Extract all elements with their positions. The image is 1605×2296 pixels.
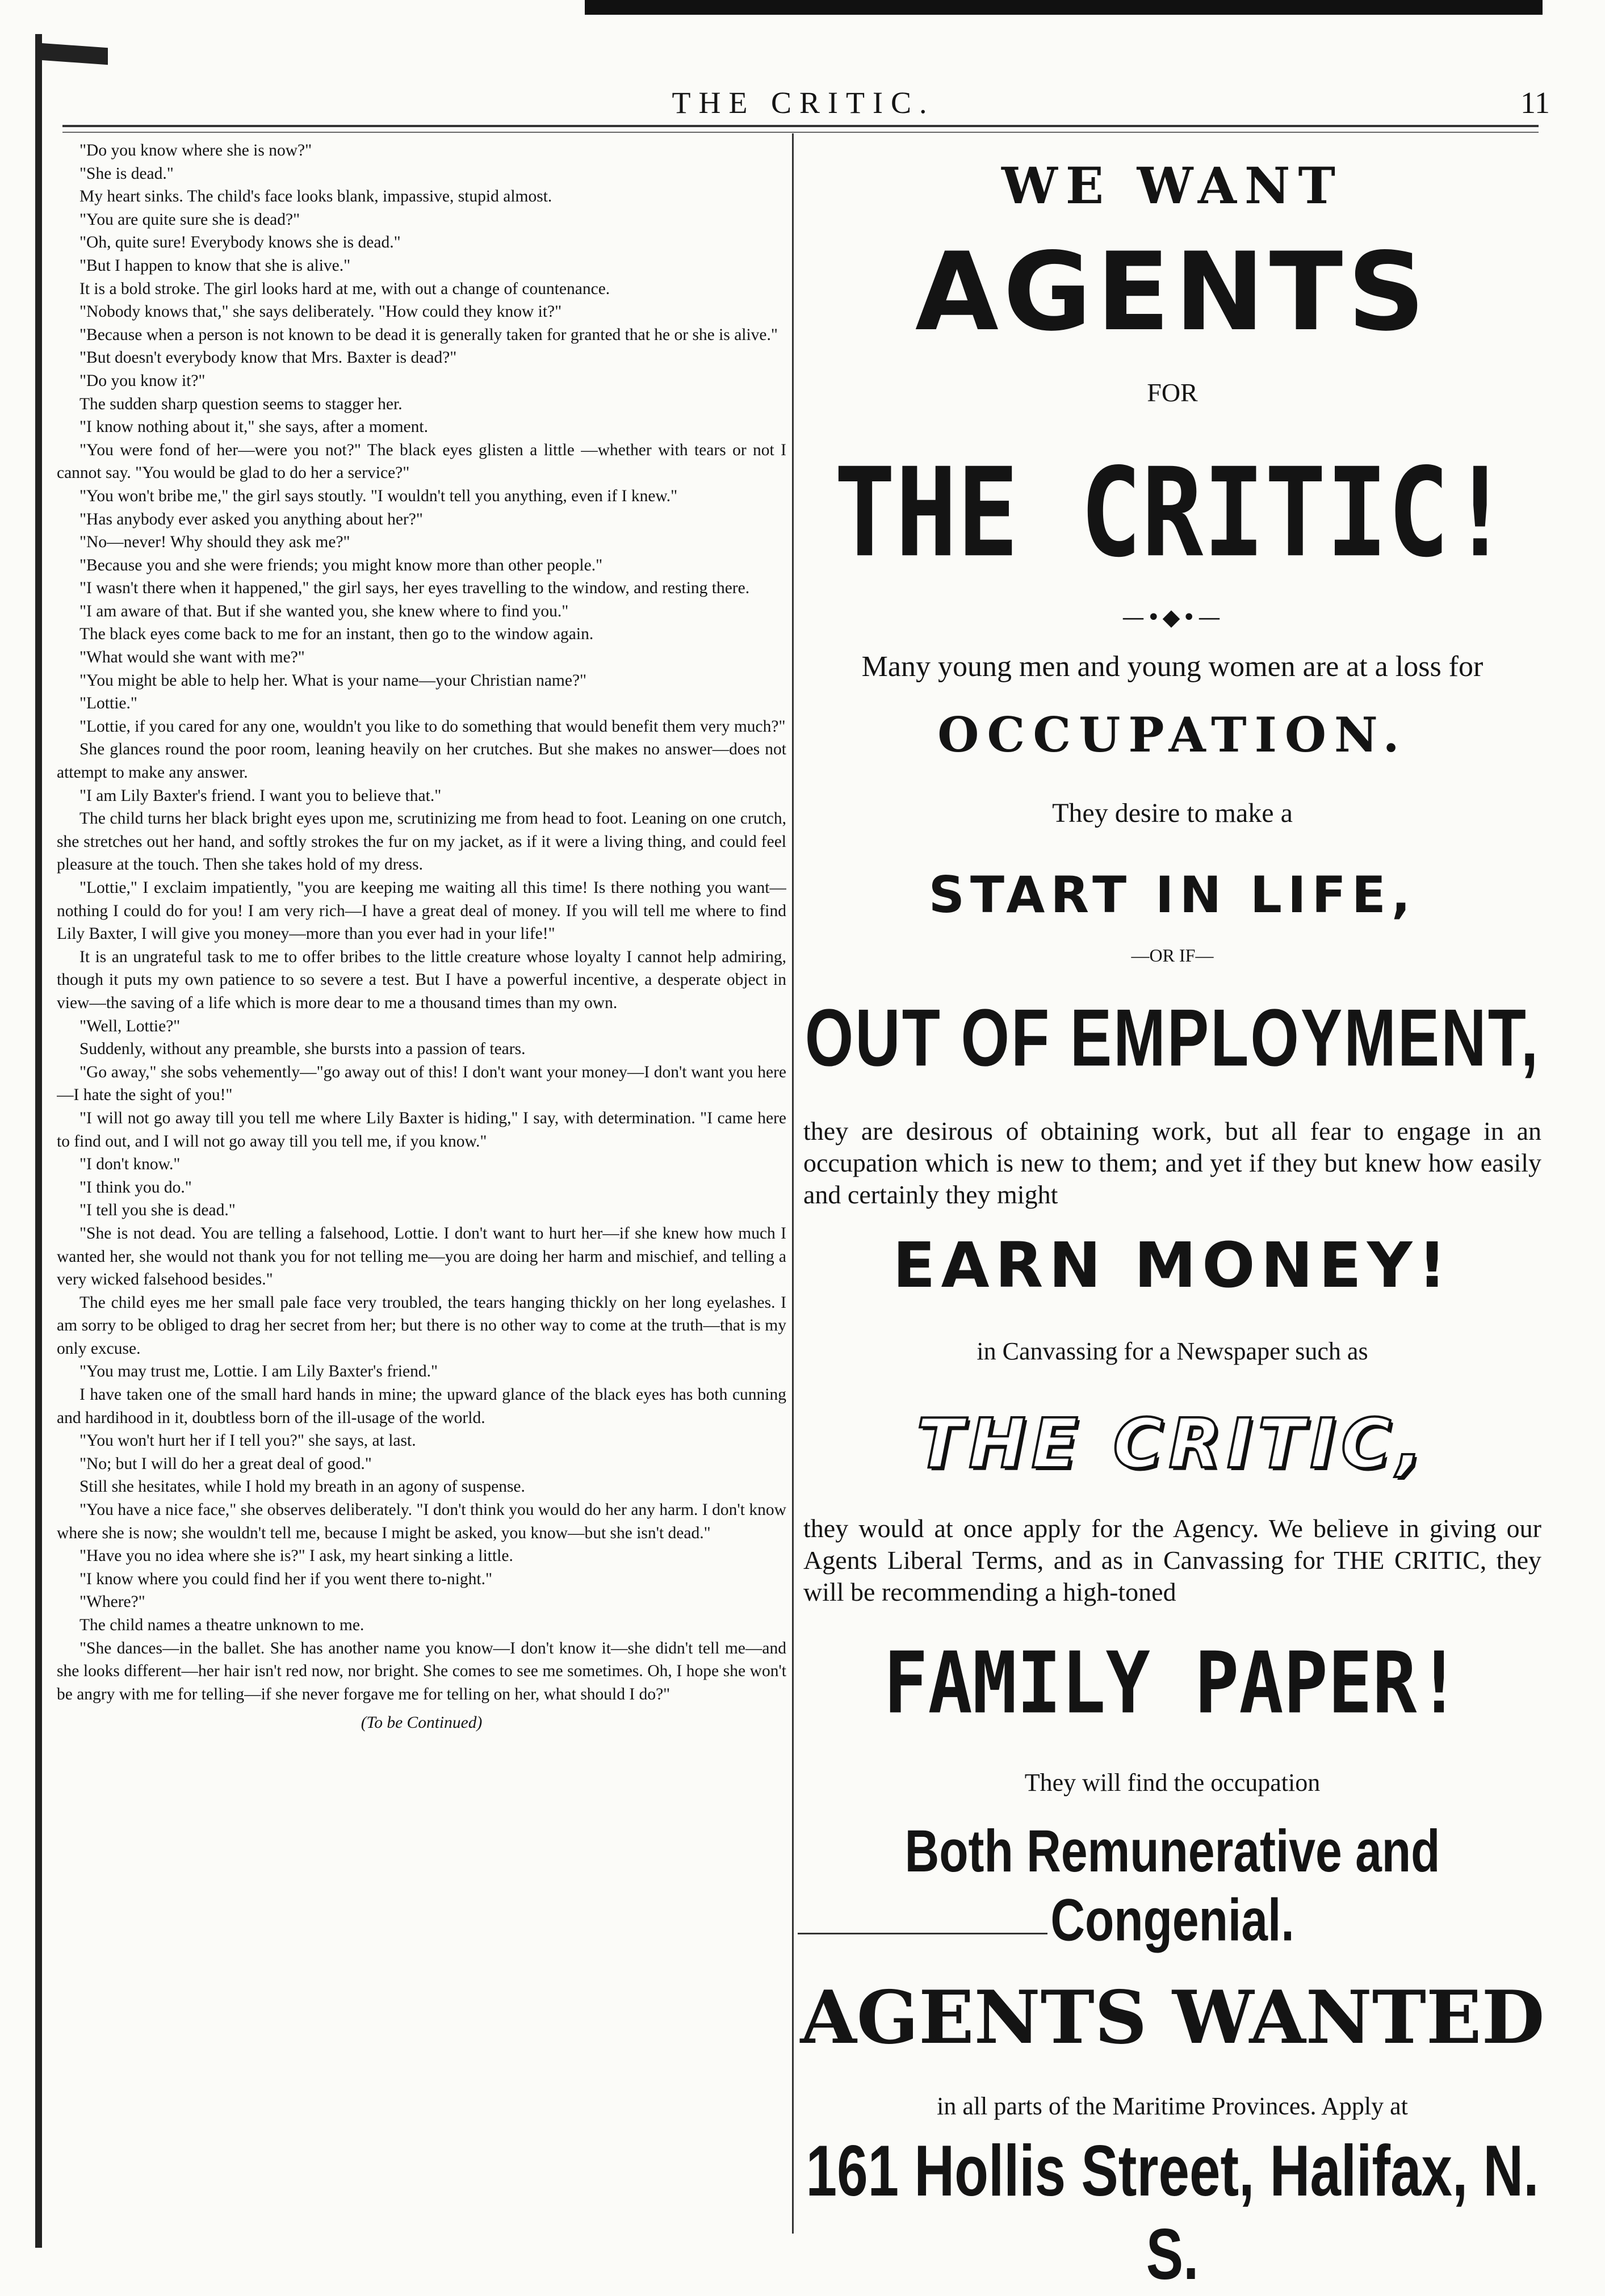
story-paragraph: "You won't bribe me," the girl says stoutly. "I wouldn't tell you anything, even if I knew." (79, 486, 678, 505)
ad-many-young: Many young men and young women are at a loss for (861, 650, 1484, 683)
story-paragraph: "Have you no idea where she is?" I ask, my heart sinking a little. (79, 1547, 513, 1565)
story-paragraph: I have taken one of the small hard hands in mine; the upward glance of the black eyes has both cunning and hardihood in it, doubtless born of the ill-usage of the world. (57, 1386, 786, 1427)
story-paragraph: "You may trust me, Lottie. I am Lily Baxter's friend." (79, 1362, 438, 1381)
story-paragraph: "You are quite sure she is dead?" (79, 210, 300, 229)
story-paragraph: "Go away," she sobs vehemently—"go away out of this! I don't want your money—I don't want you here—I hate the sight of you!" (57, 1063, 786, 1105)
story-paragraph: "Because when a person is not known to be dead it is generally taken for granted that he or she is alive." (79, 325, 778, 344)
ad-the-critic-outline: THE CRITIC, (916, 1405, 1428, 1484)
ad-the-critic: THE CRITIC! (833, 442, 1511, 585)
story-paragraph: "Lottie, if you cared for any one, wouldn't you like to do something that would benefit them very much?" (79, 717, 786, 736)
story-paragraph: "What would she want with me?" (79, 648, 305, 667)
story-paragraph: "I know nothing about it," she says, after a moment. (79, 418, 428, 436)
ad-they-would-apply: they would at once apply for the Agency. We believe in giving our Agents Liberal Terms, and as in Canvassing for THE CRITIC, they will be recommending a high-toned (803, 1514, 1541, 1606)
column-rule (792, 133, 794, 2234)
story-paragraph: "But doesn't everybody know that Mrs. Baxter is dead?" (79, 349, 457, 367)
story-paragraph: "Oh, quite sure! Everybody knows she is dead." (79, 233, 401, 252)
ad-occupation: OCCUPATION. (937, 707, 1407, 763)
story-paragraph: "Do you know where she is now?" (79, 141, 312, 159)
page-header (57, 85, 1550, 119)
ad-or-if: —OR IF— (1131, 945, 1214, 966)
story-paragraph: She glances round the poor room, leaning heavily on her crutches. But she makes no answer—does not attempt to make any answer. (57, 740, 786, 782)
story-paragraph: "I tell you she is dead." (79, 1201, 236, 1220)
story-paragraph: "Well, Lottie?" (79, 1017, 181, 1035)
story-paragraph: "You might be able to help her. What is your name—your Christian name?" (79, 671, 587, 690)
ad-all-parts: in all parts of the Maritime Provinces. Apply at (937, 2092, 1408, 2120)
ad-out-of-employment: OUT OF EMPLOYMENT, (804, 992, 1540, 1084)
story-paragraph: The child eyes me her small pale face very troubled, the tears hanging thickly on her long eyelashes. I am sorry to be obliged to drag her secret from her; but there is no other way to come at the truth—that is my only excuse. (57, 1293, 786, 1358)
ad-we-want: WE WANT (1001, 156, 1343, 215)
agents-advertisement (798, 139, 1547, 2295)
ad-address: 161 Hollis Street, Halifax, N. S. (806, 2130, 1539, 2295)
header-rule-thin (62, 132, 1539, 133)
story-paragraph: "She is not dead. You are telling a falsehood, Lottie. I don't want to hurt her—if she knew how much I wanted her, she would not thank you for not telling me—you are doing her harm and mischief, and telling a very wicked falsehood besides." (57, 1224, 786, 1289)
story-paragraph: "But I happen to know that she is alive." (79, 256, 351, 275)
header-rule (62, 125, 1539, 127)
story-paragraph: "Lottie," I exclaim impatiently, "you are keeping me waiting all this time! Is there nothing you want—nothing I could do for you! I am very rich—I have a great deal of money. If you will tell me where to find Lily Baxter, I will give you money—more than you ever had in your life!" (57, 879, 786, 943)
top-border (585, 0, 1543, 15)
story-paragraph: It is an ungrateful task to me to offer bribes to the little creature whose loyalty I cannot help admiring, though it puts my own patience to so severe a test. But I have a powerful incentive, a desperate object in view—the saving of a life which is more dear to me a thousand times than my own. (57, 947, 786, 1012)
story-paragraph: "I wasn't there when it happened," the girl says, her eyes travelling to the window, and resting there. (79, 579, 750, 598)
story-paragraph: "I will not go away till you tell me where Lily Baxter is hiding," I say, with determination. "I came here to find out, and I will not go away till you tell me, if you know." (57, 1109, 786, 1151)
story-paragraph: "No; but I will do her a great deal of good." (79, 1454, 372, 1473)
ad-separator (798, 1933, 1047, 1934)
ad-desire: They desire to make a (1052, 798, 1293, 828)
story-paragraph: It is a bold stroke. The girl looks hard at me, with out a change of countenance. (79, 279, 610, 298)
ad-will-find: They will find the occupation (1024, 1769, 1321, 1796)
story-paragraph: Still she hesitates, while I hold my breath in an agony of suspense. (79, 1478, 525, 1496)
ad-agents-wanted: AGENTS WANTED (800, 1975, 1545, 2060)
ad-ornament: —•◆•— (1122, 605, 1223, 631)
story-paragraph: "Nobody knows that," she says deliberately. "How could they know it?" (79, 303, 562, 321)
ad-agents-heading: AGENTS (915, 229, 1430, 355)
story-paragraph: "You were fond of her—were you not?" The black eyes glisten a little —whether with tears or not I cannot say. "You would be glad to do her a service?" (57, 440, 786, 482)
story-paragraph: "Because you and she were friends; you might know more than other people." (79, 556, 603, 574)
story-paragraph: My heart sinks. The child's face looks blank, impassive, stupid almost. (79, 187, 552, 206)
serial-story-column (57, 139, 786, 2239)
ad-canvassing: in Canvassing for a Newspaper such as (977, 1337, 1368, 1365)
story-paragraph: "You won't hurt her if I tell you?" she says, at last. (79, 1432, 416, 1450)
left-margin-bar (35, 34, 42, 2248)
story-paragraph: The black eyes come back to me for an instant, then go to the window again. (79, 625, 594, 644)
story-paragraph: "Lottie." (79, 694, 137, 713)
story-paragraph: "Has anybody ever asked you anything about her?" (79, 510, 423, 528)
ad-family-paper: FAMILY PAPER! (883, 1633, 1461, 1733)
story-paragraph: The sudden sharp question seems to stagger her. (79, 394, 403, 413)
page-number: 11 (1520, 86, 1550, 120)
story-paragraph: "No—never! Why should they ask me?" (79, 533, 350, 552)
ad-they-are-desirous: they are desirous of obtaining work, but all fear to engage in an occupation which is new to them; and yet if they but knew how easily and certainly they might (803, 1116, 1541, 1209)
story-paragraph: "She is dead." (79, 164, 174, 183)
story-paragraph: "Where?" (79, 1593, 145, 1611)
story-paragraph: Suddenly, without any preamble, she bursts into a passion of tears. (79, 1040, 526, 1059)
story-paragraph: The child turns her black bright eyes upon me, scrutinizing me from head to foot. Leaning on one crutch, she stretches out her hand, and softly strokes the fur on my jacket, as if it were a living thing, and could feel pleasure at the touch. Then she takes hold of my dress. (57, 809, 786, 874)
ad-for: FOR (1147, 378, 1198, 407)
masthead-title: THE CRITIC. (672, 86, 935, 120)
story-paragraph: "I don't know." (79, 1155, 181, 1174)
story-paragraph: "Do you know it?" (79, 371, 206, 390)
ad-both-remunerative: Both Remunerative and Congenial. (904, 1818, 1440, 1953)
story-paragraph: "She dances—in the ballet. She has another name you know—I don't know it—she didn't tell me—and she looks different—her hair isn't red now, nor bright. She comes to see me sometimes. Oh, I hope she won't be angry with me for telling—if she never forgave me for telling on her, what should I do?" (57, 1639, 786, 1703)
story-paragraph: "I am Lily Baxter's friend. I want you to believe that." (79, 786, 442, 805)
to-be-continued: (To be Continued) (361, 1714, 483, 1732)
ad-earn-money: EARN MONEY! (892, 1229, 1452, 1302)
story-paragraph: "You have a nice face," she observes deliberately. "I don't think you would do her any harm. I don't know where she is now; she wouldn't tell me, because I might be asked, you know—but she isn't dead." (57, 1501, 786, 1542)
story-paragraph: "I know where you could find her if you went there to-night." (79, 1569, 492, 1588)
story-paragraph: "I think you do." (79, 1178, 192, 1197)
story-paragraph: The child names a theatre unknown to me. (79, 1616, 364, 1634)
story-paragraph: "I am aware of that. But if she wanted you, she knew where to find you." (79, 602, 569, 620)
ad-start-in-life: START IN LIFE, (928, 866, 1417, 924)
left-margin-cap (40, 43, 108, 65)
